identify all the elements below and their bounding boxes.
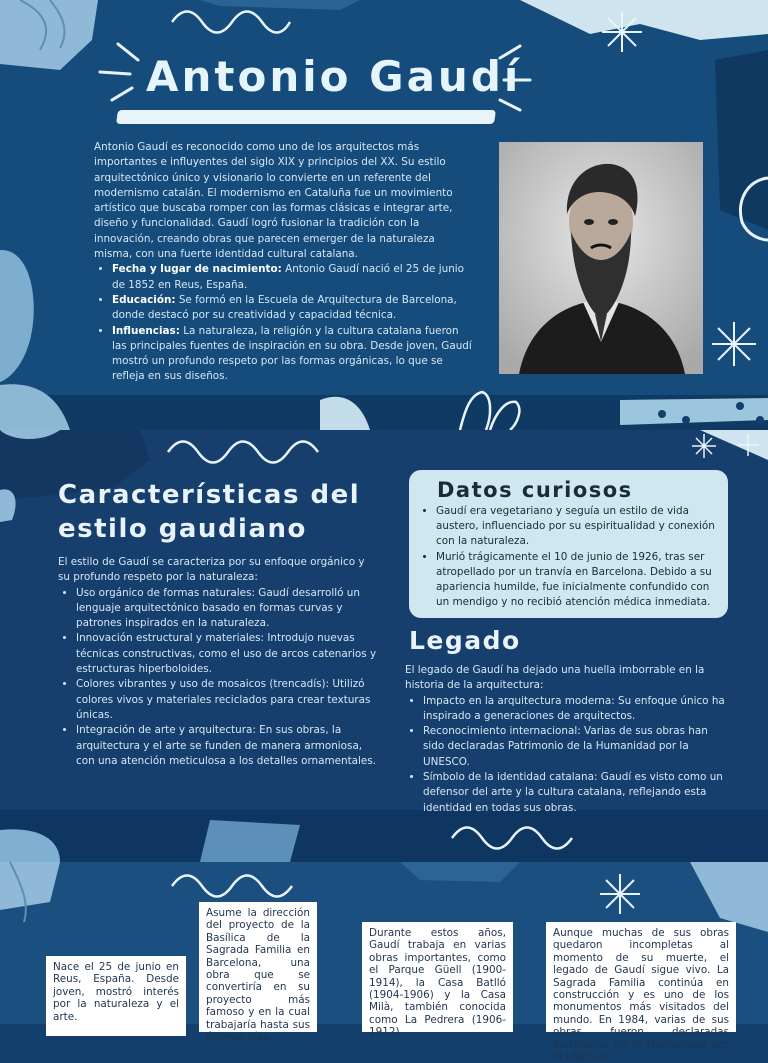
timeline-card-4: Aunque muchas de sus obras quedaron incompletas al momento de su muerte, el legado de Gaudí sigue vivo. La Sagrada Familia continúa en construcción y es uno de los monumentos más visitados del mundo. En 1984, varias de sus obras fueron declaradas Patrimonio de la Humanidad por la UNESCO. xyxy=(546,922,736,1032)
list-item: • Gaudí era vegetariano y seguía un estilo de vida austero, influenciado por su espiritualidad y conexión con la naturaleza. xyxy=(436,504,719,550)
list-item: • Murió trágicamente el 10 de junio de 1926, tras ser atropellado por un tranvía en Barcelona. Debido a su apariencia humilde, fue inicialmente confundido con un mendigo y no recibió atención médica inmediata. xyxy=(436,550,719,611)
list-item: • Reconocimiento internacional: Varias de sus obras han sido declaradas Patrimonio de la Humanidad por la UNESCO. xyxy=(423,724,728,770)
datos-title: Datos curiosos xyxy=(437,478,633,502)
list-item: • Uso orgánico de formas naturales: Gaudí desarrolló un lenguaje arquitectónico basado en formas curvas y patrones inspirados en la naturaleza. xyxy=(76,586,378,632)
style-section xyxy=(0,430,768,862)
legado-list xyxy=(405,694,728,816)
intro-paragraph: Antonio Gaudí es reconocido como uno de los arquitectos más importantes e influyentes del siglo XIX y principios del XX. Su estilo arquitectónico único y visionario lo convierte en un referente del modernismo catalán. El modernismo en Cataluña fue un movimiento artístico que buscaba romper con las formas clásicas e integrar arte, diseño y funcionalidad. Gaudí logró fusionar la tradición con la innovación, creando obras que parecen emerger de la naturaleza misma, con una fuerte identidad cultural catalana. xyxy=(94,141,453,261)
title-line: Características del xyxy=(58,480,361,510)
caracteristicas-list xyxy=(58,586,378,770)
item-label: Influencias: xyxy=(112,324,180,337)
intro-list xyxy=(94,262,474,384)
list-item: • Innovación estructural y materiales: Introdujo nuevas técnicas constructivas, como el uso de arcos catenarios y estructuras hiperboloides. xyxy=(76,631,378,677)
item-label: Educación: xyxy=(112,293,176,306)
list-item xyxy=(112,293,474,324)
timeline-card-2: Asume la dirección del proyecto de la Basílica de la Sagrada Familia en Barcelona, una obra que se convertiría en su proyecto más famoso y en la cual trabajaría hasta sus últimos días. xyxy=(199,902,317,1032)
title-underline xyxy=(116,110,496,124)
item-label: Fecha y lugar de nacimiento: xyxy=(112,263,282,276)
list-item xyxy=(112,262,474,293)
caracteristicas-text xyxy=(58,555,378,769)
datos-text xyxy=(419,504,719,610)
list-item xyxy=(112,324,474,385)
timeline-card-1: Nace el 25 de junio en Reus, España. Desde joven, mostró interés por la naturaleza y el arte. xyxy=(46,956,186,1036)
intro-section xyxy=(0,0,768,430)
legado-paragraph: El legado de Gaudí ha dejado una huella imborrable en la historia de la arquitectura: xyxy=(405,664,705,692)
item-text: La naturaleza, la religión y la cultura catalana fueron las principales fuentes de inspiración en su obra. Desde joven, Gaudí mostró un profundo respeto por las formas orgánicas, lo que se refleja en sus diseños. xyxy=(112,324,472,383)
item-text: Antonio Gaudí nació el 25 de junio de 1852 en Reus, España. xyxy=(112,263,465,291)
intro-text xyxy=(94,140,474,385)
list-item: • Impacto en la arquitectura moderna: Su enfoque único ha inspirado a generaciones de arquitectos. xyxy=(423,694,728,725)
item-text: Se formó en la Escuela de Arquitectura de Barcelona, donde destacó por su creatividad y capacidad técnica. xyxy=(112,293,457,322)
list-item: • Integración de arte y arquitectura: En sus obras, la arquitectura y el arte se funden de manera armoniosa, con una atención meticulosa a los detalles ornamentales. xyxy=(76,723,378,769)
section-title-caracteristicas xyxy=(58,478,360,546)
caracteristicas-paragraph: El estilo de Gaudí se caracteriza por su enfoque orgánico y su profundo respeto por la naturaleza: xyxy=(58,556,365,584)
page-title: Antonio Gaudí xyxy=(146,52,522,101)
timeline-card-3: Durante estos años, Gaudí trabaja en varias obras importantes, como el Parque Güell (1900-1914), la Casa Batlló (1904-1906) y la Casa Milà, también conocida como La Pedrera (1906-1912). xyxy=(362,922,513,1032)
datos-curiosos-card xyxy=(409,470,728,618)
legado-text xyxy=(405,663,728,816)
list-item: • Símbolo de la identidad catalana: Gaudí es visto como un defensor del arte y la cultura catalana, reflejando esta identidad en todas sus obras. xyxy=(423,770,728,816)
datos-list xyxy=(419,504,719,610)
title-line: estilo gaudiano xyxy=(58,514,307,544)
list-item: • Colores vibrantes y uso de mosaicos (trencadís): Utilizó colores vivos y materiales reciclados para crear texturas únicas. xyxy=(76,677,378,723)
section-title-legado: Legado xyxy=(409,626,521,655)
portrait-photo xyxy=(499,142,703,374)
